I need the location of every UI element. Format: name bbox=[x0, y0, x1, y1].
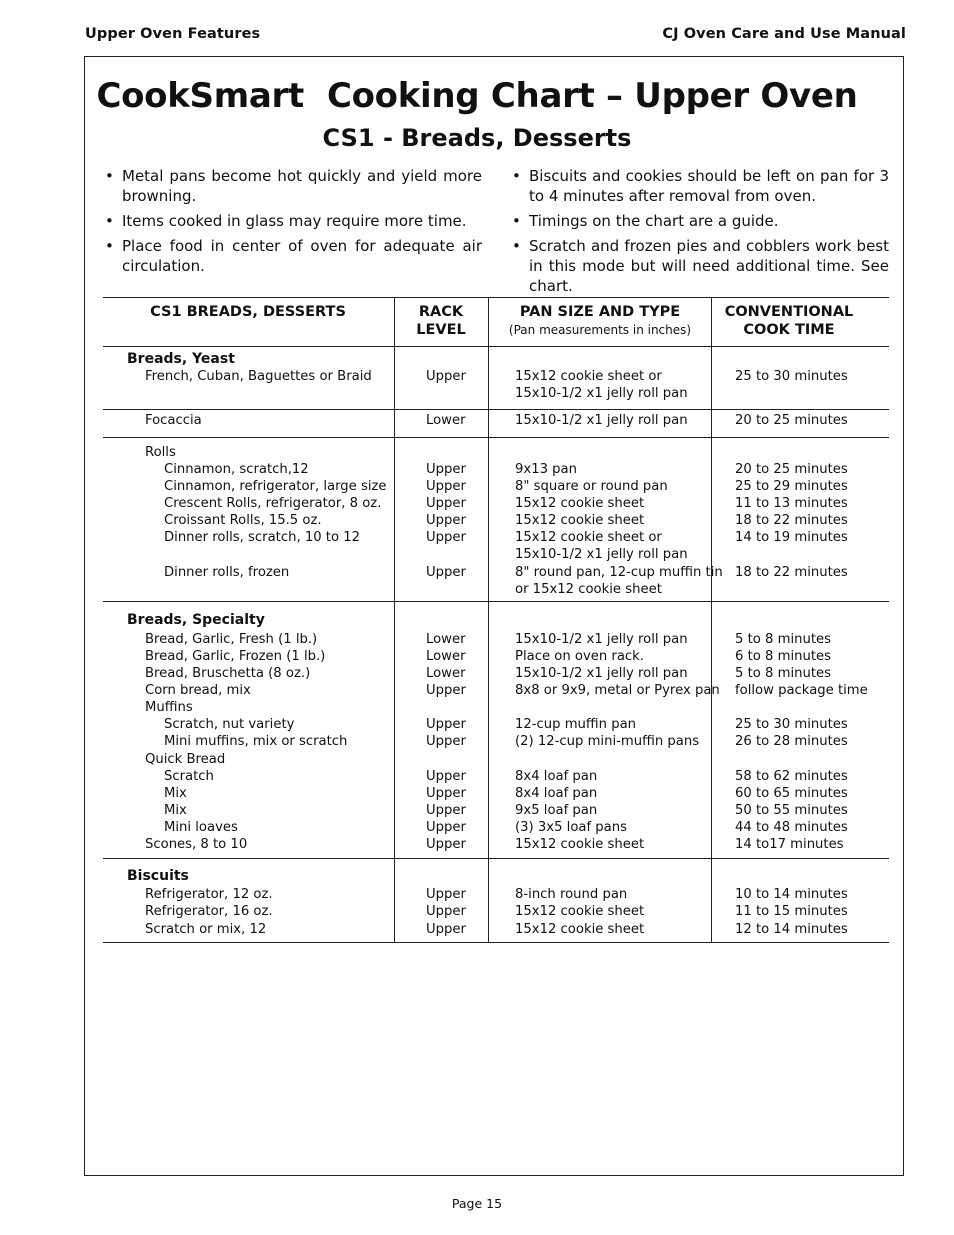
food-item: Mini muffins, mix or scratch bbox=[164, 734, 348, 749]
rack-level: Upper bbox=[426, 683, 466, 698]
food-item: Bread, Bruschetta (8 oz.) bbox=[145, 666, 311, 681]
food-item: Scratch or mix, 12 bbox=[145, 922, 267, 937]
cook-time: 18 to 22 minutes bbox=[735, 513, 848, 528]
pan-size: 15x12 cookie sheet bbox=[515, 837, 645, 852]
cook-time: 14 to 19 minutes bbox=[735, 530, 848, 545]
cook-time: 20 to 25 minutes bbox=[735, 462, 848, 477]
pan-size: 15x12 cookie sheet or bbox=[515, 530, 662, 545]
column-header-rack bbox=[394, 303, 488, 339]
pan-size: (3) 3x5 loaf pans bbox=[515, 820, 627, 835]
pan-size: (2) 12-cup mini-muffin pans bbox=[515, 734, 700, 749]
table-rule bbox=[103, 858, 889, 859]
section-header: Upper Oven Features bbox=[85, 26, 261, 42]
pan-size: 8" round pan, 12-cup muffin tin bbox=[515, 565, 723, 580]
pan-size: 15x10-1/2 x1 jelly roll pan bbox=[515, 413, 688, 428]
food-item: Mini loaves bbox=[164, 820, 238, 835]
rack-level: Lower bbox=[426, 666, 466, 681]
pan-size: 15x12 cookie sheet bbox=[515, 904, 645, 919]
pan-size: Place on oven rack. bbox=[515, 649, 644, 664]
cooking-chart-table bbox=[103, 297, 889, 943]
pan-size: 15x12 cookie sheet bbox=[515, 496, 645, 511]
bullet-item: • Scratch and frozen pies and cobblers work best in this mode but will need additional time. See chart. bbox=[509, 236, 889, 296]
cook-time: 10 to 14 minutes bbox=[735, 887, 848, 902]
bullet-item: • Items cooked in glass may require more time. bbox=[102, 211, 482, 231]
page-number: Page 15 bbox=[451, 1196, 503, 1211]
rack-level: Upper bbox=[426, 904, 466, 919]
pan-size: 15x12 cookie sheet bbox=[515, 922, 645, 937]
cook-time: 50 to 55 minutes bbox=[735, 803, 848, 818]
header-text: RACK bbox=[418, 304, 464, 320]
food-item: Refrigerator, 16 oz. bbox=[145, 904, 273, 919]
pan-size: 8x8 or 9x9, metal or Pyrex pan bbox=[515, 683, 720, 698]
page-subtitle: CS1 - Breads, Desserts bbox=[322, 124, 632, 152]
cook-time: 25 to 30 minutes bbox=[735, 717, 848, 732]
pan-size: 15x10-1/2 x1 jelly roll pan bbox=[515, 666, 688, 681]
header-text: CONVENTIONAL bbox=[724, 304, 854, 320]
rack-level: Upper bbox=[426, 717, 466, 732]
cook-time: 11 to 15 minutes bbox=[735, 904, 848, 919]
food-item: Focaccia bbox=[145, 413, 202, 428]
pan-size: 15x10-1/2 x1 jelly roll pan bbox=[515, 547, 688, 562]
rack-level: Upper bbox=[426, 479, 466, 494]
page-title: CookSmart Cooking Chart – Upper Oven bbox=[96, 76, 858, 116]
header-text: CS1 BREADS, DESSERTS bbox=[150, 304, 346, 320]
bullet-list-right bbox=[509, 166, 889, 301]
header-text: PAN SIZE AND TYPE bbox=[519, 304, 681, 320]
rack-level: Upper bbox=[426, 369, 466, 384]
cook-time: 60 to 65 minutes bbox=[735, 786, 848, 801]
header-text: COOK TIME bbox=[743, 322, 835, 338]
pan-size: 9x5 loaf pan bbox=[515, 803, 598, 818]
pan-size: 8" square or round pan bbox=[515, 479, 668, 494]
table-rule bbox=[103, 409, 889, 410]
rack-level: Upper bbox=[426, 820, 466, 835]
table-rule bbox=[103, 942, 889, 943]
food-item: Cinnamon, scratch,12 bbox=[164, 462, 309, 477]
bullet-item: • Timings on the chart are a guide. bbox=[509, 211, 889, 231]
food-item: Cinnamon, refrigerator, large size bbox=[164, 479, 387, 494]
pan-size: 15x10-1/2 x1 jelly roll pan bbox=[515, 386, 688, 401]
food-item: Scratch bbox=[164, 769, 214, 784]
food-item: Bread, Garlic, Frozen (1 lb.) bbox=[145, 649, 326, 664]
cook-time: 25 to 29 minutes bbox=[735, 479, 848, 494]
rack-level: Lower bbox=[426, 413, 466, 428]
food-item: Mix bbox=[164, 786, 187, 801]
rack-level: Upper bbox=[426, 530, 466, 545]
rack-level: Upper bbox=[426, 496, 466, 511]
cook-time: 11 to 13 minutes bbox=[735, 496, 848, 511]
cook-time: 6 to 8 minutes bbox=[735, 649, 831, 664]
manual-header: CJ Oven Care and Use Manual bbox=[662, 26, 906, 42]
bullet-list-left bbox=[102, 166, 482, 281]
cook-time: 12 to 14 minutes bbox=[735, 922, 848, 937]
pan-size: 15x10-1/2 x1 jelly roll pan bbox=[515, 632, 688, 647]
food-item: Croissant Rolls, 15.5 oz. bbox=[164, 513, 322, 528]
food-item: Dinner rolls, frozen bbox=[164, 565, 290, 580]
cook-time: 14 to17 minutes bbox=[735, 837, 844, 852]
food-item: Dinner rolls, scratch, 10 to 12 bbox=[164, 530, 361, 545]
food-item: Refrigerator, 12 oz. bbox=[145, 887, 273, 902]
cook-time: 58 to 62 minutes bbox=[735, 769, 848, 784]
table-rule bbox=[103, 601, 889, 602]
rack-level: Lower bbox=[426, 632, 466, 647]
column-divider bbox=[488, 297, 489, 943]
cook-time: 18 to 22 minutes bbox=[735, 565, 848, 580]
food-item: Scones, 8 to 10 bbox=[145, 837, 248, 852]
rack-level: Upper bbox=[426, 887, 466, 902]
food-item: French, Cuban, Baguettes or Braid bbox=[145, 369, 372, 384]
column-divider bbox=[711, 297, 712, 943]
category-heading: Breads, Yeast bbox=[127, 351, 235, 367]
rack-level: Lower bbox=[426, 649, 466, 664]
pan-size: 15x12 cookie sheet bbox=[515, 513, 645, 528]
food-item: Crescent Rolls, refrigerator, 8 oz. bbox=[164, 496, 382, 511]
bullet-item: • Place food in center of oven for adequate air circulation. bbox=[102, 236, 482, 276]
food-item: Rolls bbox=[145, 445, 176, 460]
table-rule bbox=[103, 437, 889, 438]
rack-level: Upper bbox=[426, 513, 466, 528]
cook-time: follow package time bbox=[735, 683, 868, 698]
rack-level: Upper bbox=[426, 769, 466, 784]
category-heading: Breads, Specialty bbox=[127, 612, 265, 628]
table-rule bbox=[103, 297, 889, 298]
header-text: LEVEL bbox=[416, 322, 466, 338]
food-item: Muffins bbox=[145, 700, 193, 715]
column-header-time bbox=[711, 303, 867, 339]
rack-level: Upper bbox=[426, 922, 466, 937]
rack-level: Upper bbox=[426, 462, 466, 477]
rack-level: Upper bbox=[426, 786, 466, 801]
rack-level: Upper bbox=[426, 803, 466, 818]
rack-level: Upper bbox=[426, 565, 466, 580]
bullet-item: • Biscuits and cookies should be left on pan for 3 to 4 minutes after removal from oven. bbox=[509, 166, 889, 206]
pan-size: 8x4 loaf pan bbox=[515, 769, 598, 784]
food-item: Bread, Garlic, Fresh (1 lb.) bbox=[145, 632, 318, 647]
column-header-pan bbox=[489, 303, 711, 339]
cook-time: 26 to 28 minutes bbox=[735, 734, 848, 749]
cook-time: 25 to 30 minutes bbox=[735, 369, 848, 384]
column-divider bbox=[394, 297, 395, 943]
cook-time: 5 to 8 minutes bbox=[735, 632, 831, 647]
pan-size: 15x12 cookie sheet or bbox=[515, 369, 662, 384]
pan-size: 9x13 pan bbox=[515, 462, 577, 477]
cook-time: 5 to 8 minutes bbox=[735, 666, 831, 681]
rack-level: Upper bbox=[426, 837, 466, 852]
pan-size: or 15x12 cookie sheet bbox=[515, 582, 662, 597]
cook-time: 44 to 48 minutes bbox=[735, 820, 848, 835]
column-header-item bbox=[103, 303, 393, 321]
pan-size: 8x4 loaf pan bbox=[515, 786, 598, 801]
rack-level: Upper bbox=[426, 734, 466, 749]
food-item: Mix bbox=[164, 803, 187, 818]
food-item: Quick Bread bbox=[145, 752, 226, 767]
pan-size: 8-inch round pan bbox=[515, 887, 628, 902]
food-item: Scratch, nut variety bbox=[164, 717, 295, 732]
category-heading: Biscuits bbox=[127, 868, 189, 884]
pan-size: 12-cup muffin pan bbox=[515, 717, 637, 732]
cook-time: 20 to 25 minutes bbox=[735, 413, 848, 428]
table-rule bbox=[103, 346, 889, 347]
food-item: Corn bread, mix bbox=[145, 683, 251, 698]
bullet-item: • Metal pans become hot quickly and yield more browning. bbox=[102, 166, 482, 206]
header-subtext: (Pan measurements in inches) bbox=[508, 323, 692, 337]
